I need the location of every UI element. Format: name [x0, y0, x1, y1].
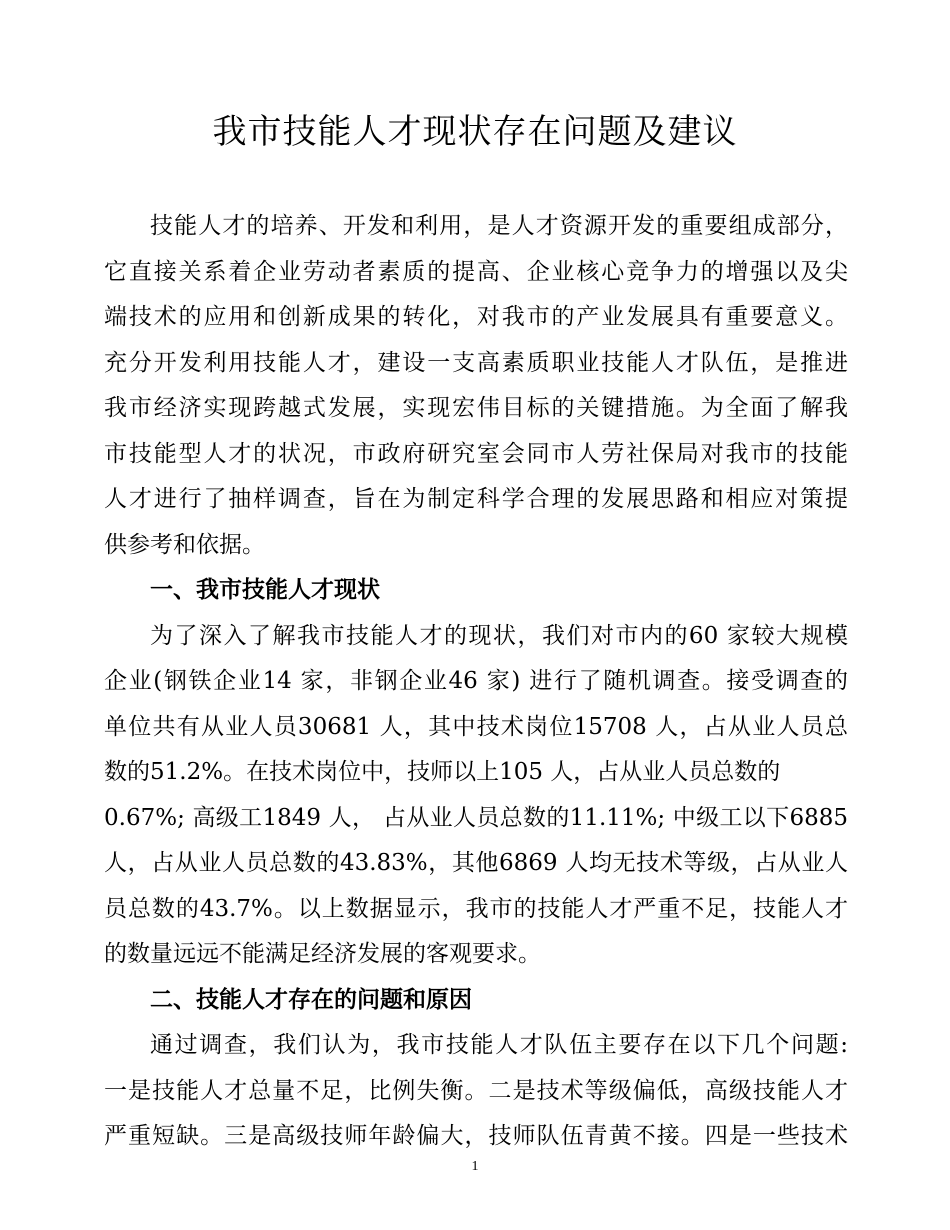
paragraph-line: 充分开发利用技能人才，建设一支高素质职业技能人才队伍，是推进 [104, 349, 848, 376]
paragraph-line: 单位共有从业人员30681 人，其中技术岗位15708 人，占从业人员总 [104, 713, 848, 740]
paragraph-line: 市技能型人才的状况，市政府研究室会同市人劳社保局对我市的技能 [104, 440, 848, 467]
section-heading-problems-causes: 二、技能人才存在的问题和原因 [150, 986, 472, 1013]
intro-paragraph [104, 204, 848, 568]
paragraph-line: 人才进行了抽样调查，旨在为制定科学合理的发展思路和相应对策提 [104, 486, 848, 512]
paragraph-line: 它直接关系着企业劳动者素质的提高、企业核心竞争力的增强以及尖 [104, 258, 848, 285]
page-number: 1 [471, 1159, 479, 1174]
paragraph-line: 我市经济实现跨越式发展，实现宏伟目标的关键措施。为全面了解我 [104, 395, 848, 421]
document-title: 我市技能人才现状存在问题及建议 [212, 112, 738, 152]
paragraph-line: 的数量远远不能满足经济发展的客观要求。 [104, 941, 541, 967]
paragraph-line: 供参考和依据。 [104, 531, 265, 558]
paragraph-line: 严重短缺。三是高级技师年龄偏大，技师队伍青黄不接。四是一些技术 [104, 1123, 848, 1149]
paragraph-line: 一是技能人才总量不足，比例失衡。二是技术等级偏低，高级技能人才 [104, 1077, 848, 1104]
paragraph-line: 人，占从业人员总数的43.83%，其他6869 人均无技术等级，占从业人 [104, 850, 848, 876]
paragraph-line: 企业(钢铁企业14 家，非钢企业46 家) 进行了随机调查。接受调查的 [104, 668, 848, 694]
paragraph-line: 通过调查，我们认为，我市技能人才队伍主要存在以下几个问题: [150, 1032, 848, 1058]
paragraph-line: 端技术的应用和创新成果的转化，对我市的产业发展具有重要意义。 [104, 304, 848, 330]
paragraph-line: 0.67%; 高级工1849 人， 占从业人员总数的11.11%; 中级工以下6885 [104, 804, 848, 831]
document-body [104, 204, 848, 1160]
section1-paragraph [104, 614, 848, 978]
section2-paragraph [104, 1023, 848, 1160]
paragraph-line: 为了深入了解我市技能人才的现状，我们对市内的60 家较大规模 [150, 622, 848, 649]
paragraph-line: 员总数的43.7%。以上数据显示，我市的技能人才严重不足，技能人才 [104, 895, 848, 922]
paragraph-line: 数的51.2%。在技术岗位中，技师以上105 人，占从业人员总数的 [104, 759, 781, 785]
section-heading-current-status: 一、我市技能人才现状 [150, 577, 380, 603]
paragraph-line: 技能人才的培养、开发和利用，是人才资源开发的重要组成部分， [150, 213, 848, 239]
